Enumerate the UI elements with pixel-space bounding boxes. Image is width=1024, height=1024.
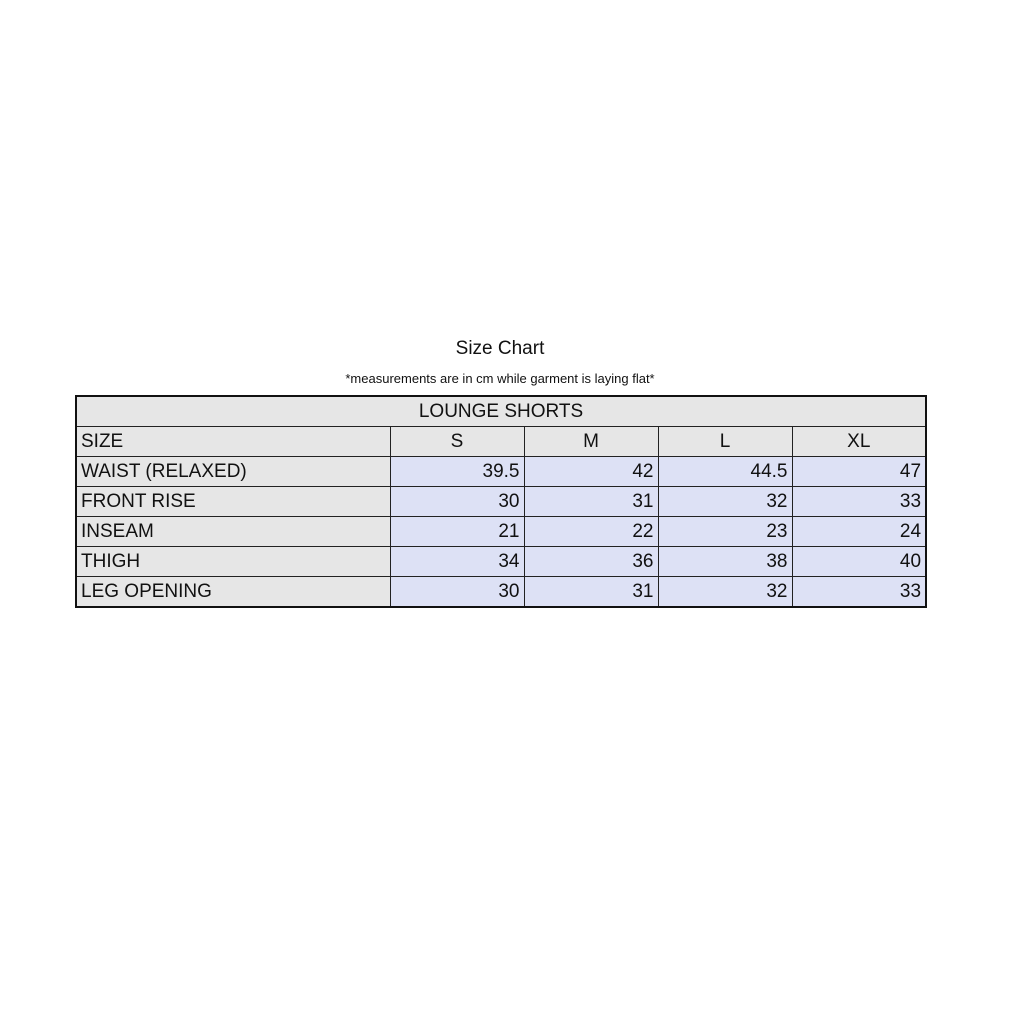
table-cell: 24 xyxy=(792,517,926,547)
size-table xyxy=(75,395,927,608)
table-cell: 23 xyxy=(658,517,792,547)
table-caption: LOUNGE SHORTS xyxy=(76,396,926,427)
table-row xyxy=(76,457,926,487)
table-cell: 31 xyxy=(524,577,658,608)
table-cell: 44.5 xyxy=(658,457,792,487)
measurement-note: *measurements are in cm while garment is laying flat* xyxy=(345,371,655,386)
row-label: WAIST (RELAXED) xyxy=(76,457,390,487)
table-cell: 22 xyxy=(524,517,658,547)
size-header-row xyxy=(76,427,926,457)
table-cell: 33 xyxy=(792,487,926,517)
table-cell: 30 xyxy=(390,577,524,608)
size-header-xl: XL xyxy=(792,427,926,457)
table-cell: 47 xyxy=(792,457,926,487)
chart-title: Size Chart xyxy=(455,338,545,359)
table-cell: 36 xyxy=(524,547,658,577)
row-label: FRONT RISE xyxy=(76,487,390,517)
size-header-l: L xyxy=(658,427,792,457)
table-cell: 38 xyxy=(658,547,792,577)
table-cell: 42 xyxy=(524,457,658,487)
row-label: LEG OPENING xyxy=(76,577,390,608)
table-row xyxy=(76,577,926,608)
table-cell: 31 xyxy=(524,487,658,517)
table-cell: 32 xyxy=(658,487,792,517)
table-caption-row xyxy=(76,396,926,427)
row-label: THIGH xyxy=(76,547,390,577)
table-cell: 33 xyxy=(792,577,926,608)
table-cell: 32 xyxy=(658,577,792,608)
table-cell: 30 xyxy=(390,487,524,517)
table-row xyxy=(76,547,926,577)
table-row xyxy=(76,487,926,517)
table-cell: 21 xyxy=(390,517,524,547)
row-label: INSEAM xyxy=(76,517,390,547)
table-cell: 40 xyxy=(792,547,926,577)
table-row xyxy=(76,517,926,547)
table-cell: 34 xyxy=(390,547,524,577)
size-header-s: S xyxy=(390,427,524,457)
size-header-m: M xyxy=(524,427,658,457)
table-cell: 39.5 xyxy=(390,457,524,487)
size-header-label: SIZE xyxy=(76,427,390,457)
